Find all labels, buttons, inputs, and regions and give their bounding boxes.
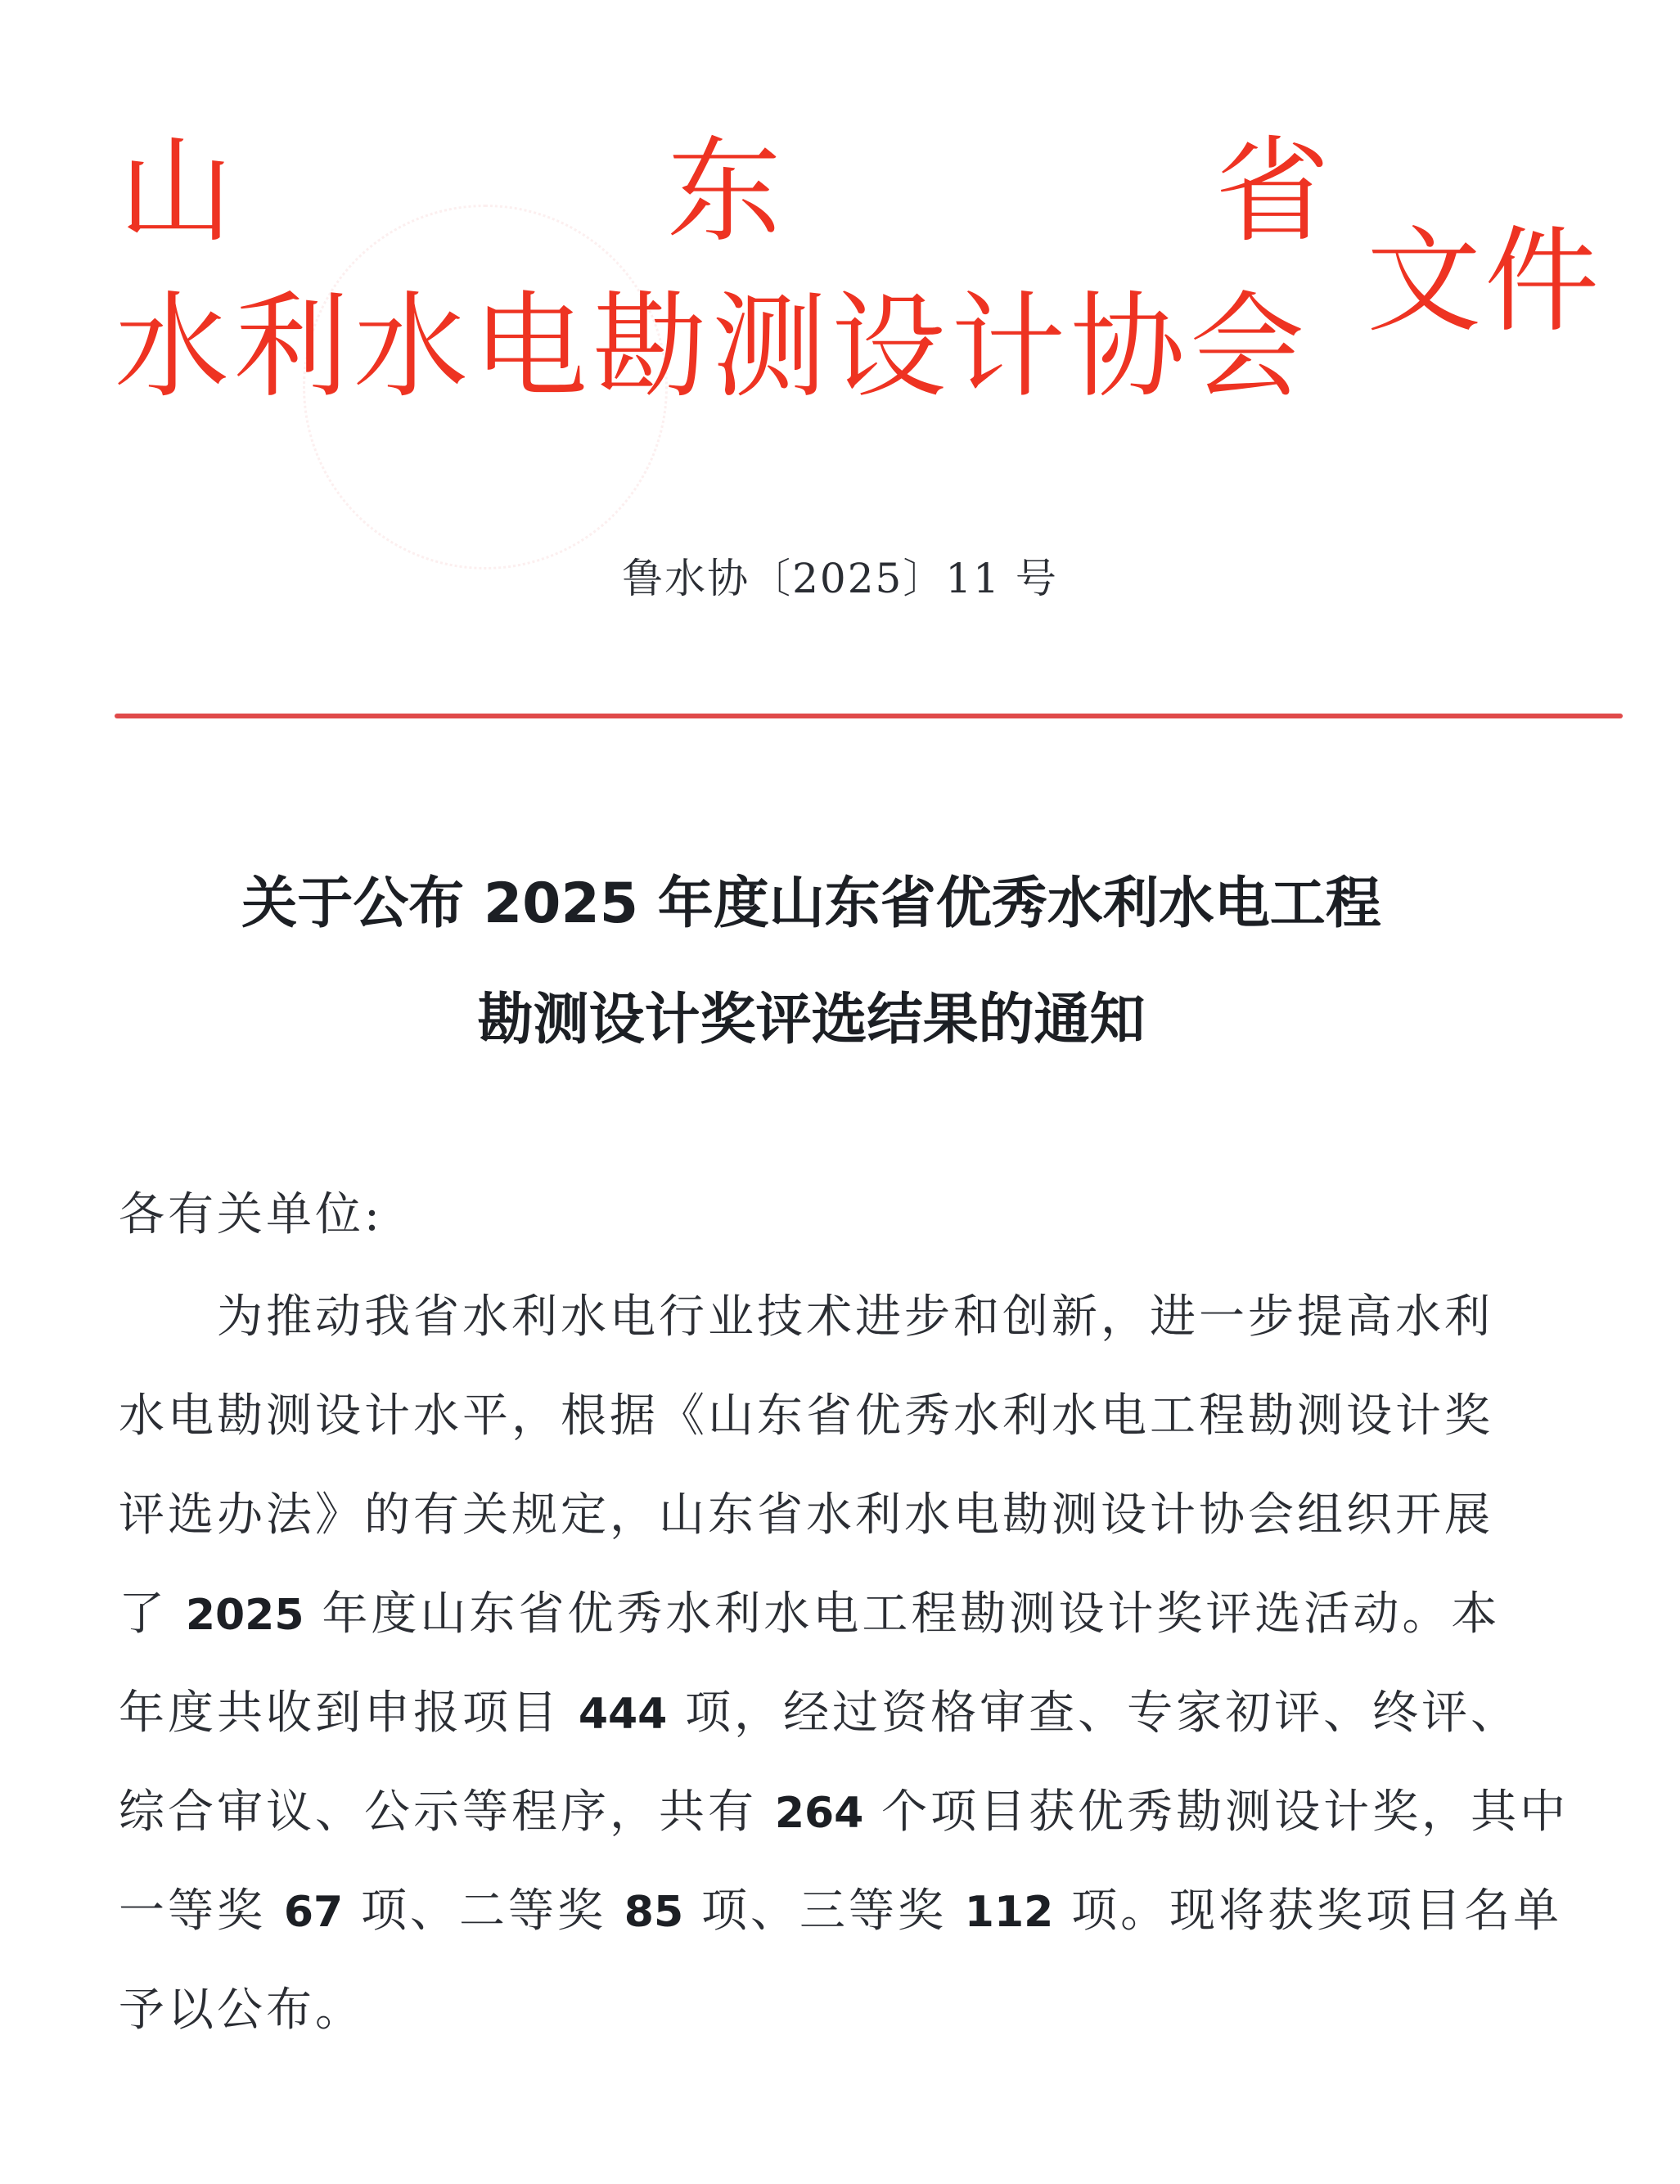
paragraph-line: [119, 1685, 1520, 1784]
masthead-suffix: 文件: [1367, 215, 1603, 349]
paragraph-text: 个项目获优秀勘测设计奖，其中: [863, 1785, 1570, 1839]
masthead-line-1: [119, 125, 1330, 259]
paragraph-text: 综合审议、公示等程序，共有: [119, 1785, 775, 1839]
document-body: [119, 1187, 1570, 2081]
masthead-char: 山: [119, 125, 234, 259]
paragraph-number: 112: [964, 1888, 1054, 1937]
paragraph-line: [119, 1388, 1510, 1487]
paragraph-line: [119, 1784, 1570, 1883]
paragraph-number: 444: [578, 1690, 668, 1739]
paragraph-text: 评选办法》的有关规定，山东省水利水电勘测设计协会组织开展: [119, 1488, 1493, 1542]
red-divider-rule: [115, 714, 1623, 718]
paragraph-line: [119, 1883, 1563, 1982]
document-number-text: 鲁水协〔2025〕11 号: [622, 555, 1058, 602]
paragraph-line: [119, 1487, 1510, 1586]
paragraph-number: 2025: [185, 1591, 304, 1640]
paragraph-line: [119, 1982, 1510, 2081]
masthead-char: 东: [666, 125, 781, 259]
title-line-1: 关于公布 2025 年度山东省优秀水利水电工程: [241, 871, 1381, 936]
paragraph-text: 年度山东省优秀水利水电工程勘测设计奖评选活动。本: [304, 1587, 1501, 1641]
paragraph-line: [119, 1586, 1510, 1685]
document-title: [0, 867, 1680, 1100]
paragraph-text: 予以公布。: [119, 1984, 364, 2037]
paragraph-text: 为推动我省水利水电行业技术进步和创新，进一步提高水利: [217, 1290, 1493, 1344]
paragraph-number: 264: [774, 1789, 864, 1838]
body-paragraph: [119, 1289, 1570, 2081]
paragraph-text: 一等奖: [119, 1885, 284, 1938]
masthead-char: 省: [1214, 125, 1330, 259]
masthead-line-2: 水利水电勘测设计协会: [115, 281, 1310, 414]
paragraph-text: 项、三等奖: [683, 1885, 965, 1938]
paragraph-text: 了: [119, 1587, 186, 1641]
paragraph-number: 67: [283, 1888, 344, 1937]
document-number: [0, 550, 1680, 607]
paragraph-text: 项。现将获奖项目名单: [1053, 1885, 1563, 1938]
paragraph-text: 年度共收到申报项目: [119, 1686, 579, 1740]
paragraph-number: 85: [624, 1888, 684, 1937]
salutation: 各有关单位:: [119, 1188, 383, 1241]
paragraph-line: [119, 1289, 1510, 1388]
title-line-2: 勘测设计奖评选结果的通知: [477, 988, 1146, 1052]
paragraph-text: 水电勘测设计水平，根据《山东省优秀水利水电工程勘测设计奖: [119, 1389, 1493, 1443]
paragraph-text: 项，经过资格审查、专家初评、终评、: [667, 1686, 1520, 1740]
paragraph-text: 项、二等奖: [343, 1885, 624, 1938]
